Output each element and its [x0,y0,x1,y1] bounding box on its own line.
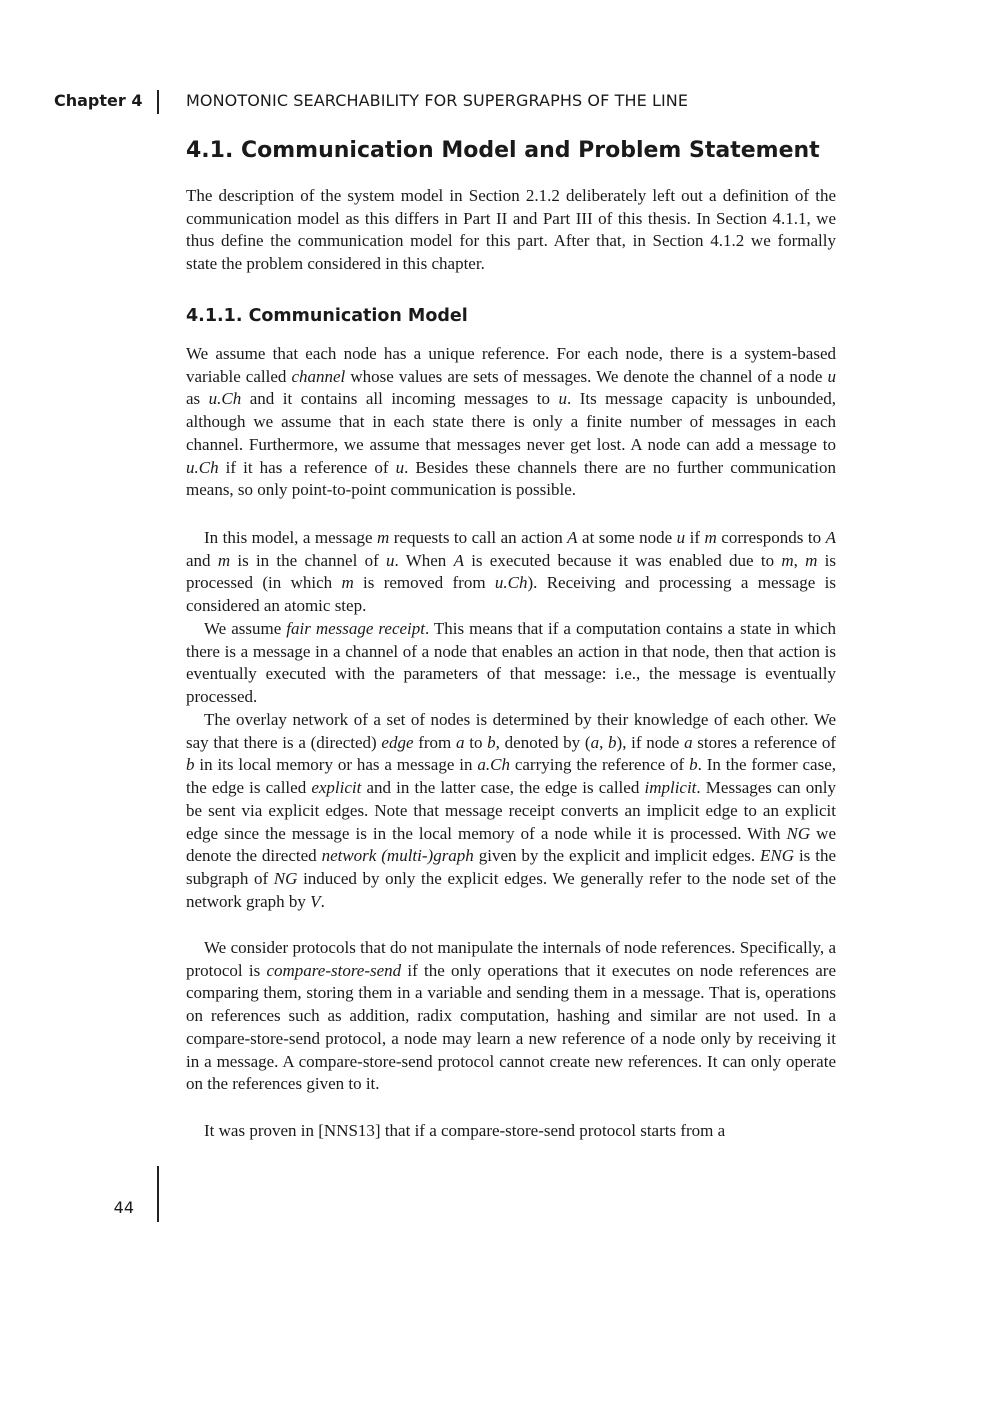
page-footer [0,1166,1000,1222]
body-paragraph: We assume fair message receipt. This means that if a computation contains a state in which there is a message in a channel of a node that enables an action in that node, then that action is eventually executed with the parameters of that message: i.e., the message is eventually processed. [186,619,837,707]
body-paragraph: It was proven in [NNS13] that if a compare-store-send protocol starts from a [204,1121,726,1140]
footer-divider [157,1166,159,1222]
body-paragraph: The overlay network of a set of nodes is determined by their knowledge of each other. We say that there is a (directed) edge from a to b, denoted by (a, b), if node a stores a reference of b in its local memory or has a message in a.Ch carrying the reference of b. In the former case, the edge is called explicit and in the latter case, the edge is called implicit. Messages can only be sent via explicit edges. Note that message receipt converts an implicit edge to an explicit edge since the message is in the local memory of a node while it is processed. With NG we denote the directed network (multi-)graph given by the explicit and implicit edges. ENG is the subgraph of NG induced by only the explicit edges. We generally refer to the node set of the network graph by V. [186,710,837,911]
intro-paragraph: The description of the system model in Section 2.1.2 deliberately left out a definition of the communication model as this differs in Part II and Part III of this thesis. In Section 4.1.1, we thus define the communication model for this part. After that, in Section 4.1.2 we formally state the problem considered in this chapter. [186,186,836,274]
header-divider [157,90,159,114]
body-paragraph: We consider protocols that do not manipulate the internals of node references. Specifically, a protocol is compare-store-send if the only operations that it executes on node references are comparing them, storing them in a variable and sending them in a message. That is, operations on references such as addition, radix computation, hashing and similar are not used. In a compare-store-send protocol, a node may learn a new reference of a node only by receiving it in a message. A compare-store-send protocol cannot create new references. It can only operate on the references given to it. [186,938,836,1094]
section-title: 4.1. Communication Model and Problem Statement [186,138,820,163]
running-header [0,90,1000,114]
chapter-label: Chapter 4 [54,91,143,110]
subsection-title: 4.1.1. Communication Model [186,306,468,326]
body-paragraph: In this model, a message m requests to call an action A at some node u if m corresponds to A and m is in the channel of u. When A is executed because it was enabled due to m, m is processed (in which m is removed from u.Ch). Receiving and processing a message is considered an atomic step. [186,528,837,616]
page-number: 44 [113,1198,134,1217]
chapter-title: MONOTONIC SEARCHABILITY FOR SUPERGRAPHS OF THE LINE [186,91,689,110]
body-paragraph: We assume that each node has a unique reference. For each node, there is a system-based variable called channel whose values are sets of messages. We denote the channel of a node u as u.Ch and it contains all incoming messages to u. Its message capacity is unbounded, although we assume that in each state there is only a finite number of messages in each channel. Furthermore, we assume that messages never get lost. A node can add a message to u.Ch if it has a reference of u. Besides these channels there are no further communication means, so only point-to-point communication is possible. [186,344,837,500]
